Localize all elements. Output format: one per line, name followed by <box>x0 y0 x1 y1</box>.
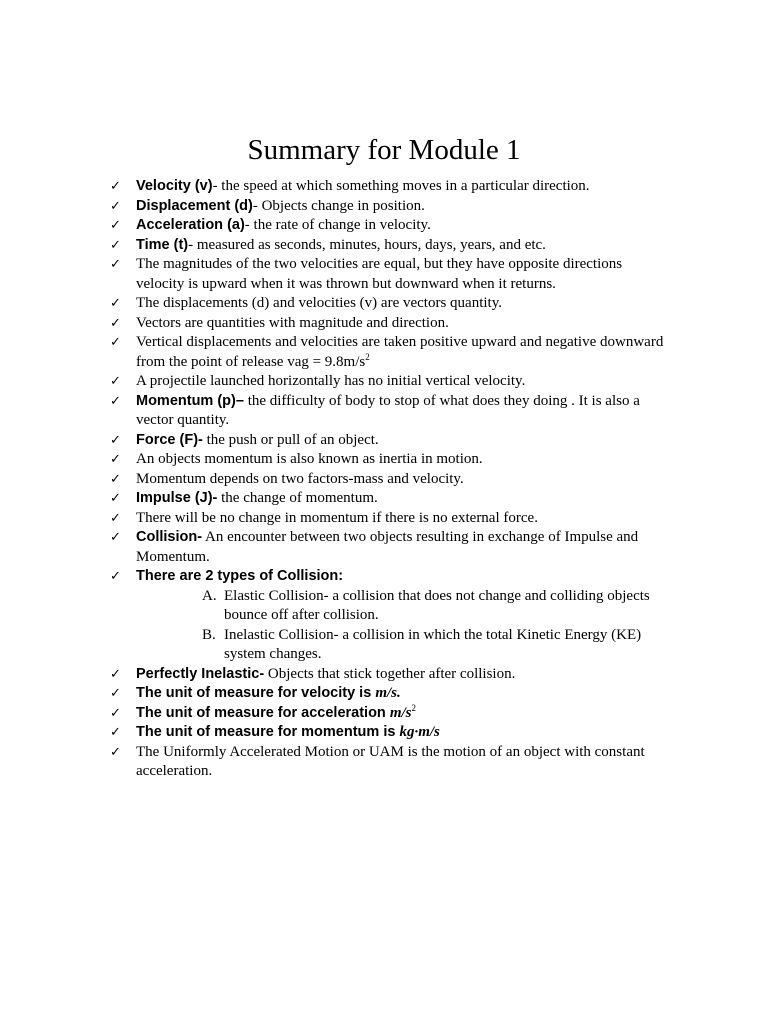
list-item <box>110 392 670 431</box>
item-unit: kg·m/s <box>399 724 440 740</box>
checkmark-icon: ✓ <box>110 666 121 682</box>
list-item <box>110 743 670 782</box>
item-text: Vectors are quantities with magnitude and direction. <box>136 314 449 331</box>
item-text: - Objects change in position. <box>252 197 425 214</box>
item-text: Vertical displacements and velocities are taken positive upward and negative downward from the point of release vag = 9.8m/s <box>136 334 664 370</box>
list-item <box>110 723 670 743</box>
list-item <box>110 470 670 490</box>
checkmark-icon: ✓ <box>110 198 121 214</box>
item-text: the difficulty of body to stop of what does they doing . It is also a vector quantity. <box>136 392 640 428</box>
item-text: The displacements (d) and velocities (v) are vectors quantity. <box>136 295 502 311</box>
list-item <box>110 567 670 665</box>
checkmark-icon: ✓ <box>110 452 121 467</box>
checkmark-icon: ✓ <box>110 432 121 448</box>
item-term: Displacement (d) <box>136 197 253 214</box>
checkmark-icon: ✓ <box>110 471 121 487</box>
checkmark-icon: ✓ <box>110 315 121 331</box>
checkmark-icon: ✓ <box>110 569 121 584</box>
list-item <box>110 704 670 724</box>
list-item <box>110 431 670 451</box>
item-text: The magnitudes of the two velocities are equal, but they have opposite directions velocity is upward when it was thrown but downward when it returns. <box>136 256 623 292</box>
list-item <box>110 314 670 334</box>
sub-item-marker: B. <box>202 626 216 643</box>
item-text: A projectile launched horizontally has no initial vertical velocity. <box>136 373 526 389</box>
item-term: The unit of measure for acceleration <box>136 704 390 721</box>
superscript: 2 <box>411 702 417 713</box>
checkmark-icon: ✓ <box>110 510 121 526</box>
item-unit: m/s <box>389 704 412 721</box>
list-item <box>110 684 670 704</box>
item-term: Impulse (J)- <box>136 490 218 506</box>
checkmark-icon: ✓ <box>110 725 121 740</box>
checkmark-icon: ✓ <box>110 335 121 350</box>
item-text: An encounter between two objects resulting in exchange of Impulse and Momentum. <box>136 529 639 565</box>
checkmark-icon: ✓ <box>110 218 121 233</box>
summary-list <box>110 177 670 782</box>
sub-item-text: Elastic Collision- a collision that does not change and colliding objects bounce off after collision. <box>224 587 650 623</box>
list-item <box>110 450 670 470</box>
list-item <box>110 372 670 392</box>
list-item <box>110 197 670 217</box>
item-term: There are 2 types of Collision: <box>136 568 344 584</box>
checkmark-icon: ✓ <box>110 705 121 721</box>
item-text: The Uniformly Accelerated Motion or UAM is the motion of an object with constant acceleration. <box>136 743 645 779</box>
item-term: Time (t) <box>136 236 189 253</box>
sub-item-text: Inelastic Collision- a collision in which the total Kinetic Energy (KE) system changes. <box>224 626 642 662</box>
list-item <box>110 177 670 197</box>
item-term: The unit of measure for momentum is <box>136 724 400 740</box>
list-item <box>110 236 670 256</box>
item-term: Force (F)- <box>136 431 203 448</box>
item-term: Velocity (v) <box>136 178 213 194</box>
list-item <box>110 509 670 529</box>
superscript: 2 <box>365 351 370 362</box>
list-item <box>110 665 670 685</box>
checkmark-icon: ✓ <box>110 179 121 194</box>
item-term: Collision- <box>136 529 203 545</box>
list-item <box>110 216 670 236</box>
sub-list <box>136 587 670 665</box>
sub-item-marker: A. <box>202 587 217 604</box>
checkmark-icon: ✓ <box>110 237 121 253</box>
checkmark-icon: ✓ <box>110 686 121 701</box>
checkmark-icon: ✓ <box>110 393 121 409</box>
item-unit: m/s. <box>375 685 401 701</box>
list-item <box>110 255 670 294</box>
item-text: the change of momentum. <box>217 490 378 506</box>
list-item <box>110 489 670 509</box>
item-term: Acceleration (a) <box>136 217 245 233</box>
item-text: Objects that stick together after collision. <box>264 665 516 682</box>
checkmark-icon: ✓ <box>110 257 121 272</box>
page-title: Summary for Module 1 <box>247 134 521 166</box>
checkmark-icon: ✓ <box>110 374 121 389</box>
checkmark-icon: ✓ <box>110 744 121 760</box>
item-term: The unit of measure for velocity is <box>136 685 376 701</box>
sub-list-item <box>202 587 670 626</box>
item-text: An objects momentum is also known as inertia in motion. <box>136 451 483 467</box>
list-item <box>110 333 670 372</box>
checkmark-icon: ✓ <box>110 530 121 545</box>
list-item <box>110 294 670 314</box>
item-term: Momentum (p)– <box>136 392 244 409</box>
item-text: There will be no change in momentum if there is no external force. <box>136 509 538 526</box>
item-term: Perfectly Inelastic- <box>136 665 265 682</box>
item-text: - measured as seconds, minutes, hours, days, years, and etc. <box>188 236 546 253</box>
item-text: - the rate of change in velocity. <box>244 217 431 233</box>
item-text: the push or pull of an object. <box>202 431 379 448</box>
checkmark-icon: ✓ <box>110 296 121 311</box>
checkmark-icon: ✓ <box>110 491 121 506</box>
list-item <box>110 528 670 567</box>
item-text: - the speed at which something moves in a particular direction. <box>212 178 590 194</box>
item-text: Momentum depends on two factors-mass and velocity. <box>136 470 464 487</box>
sub-list-item <box>202 626 670 665</box>
